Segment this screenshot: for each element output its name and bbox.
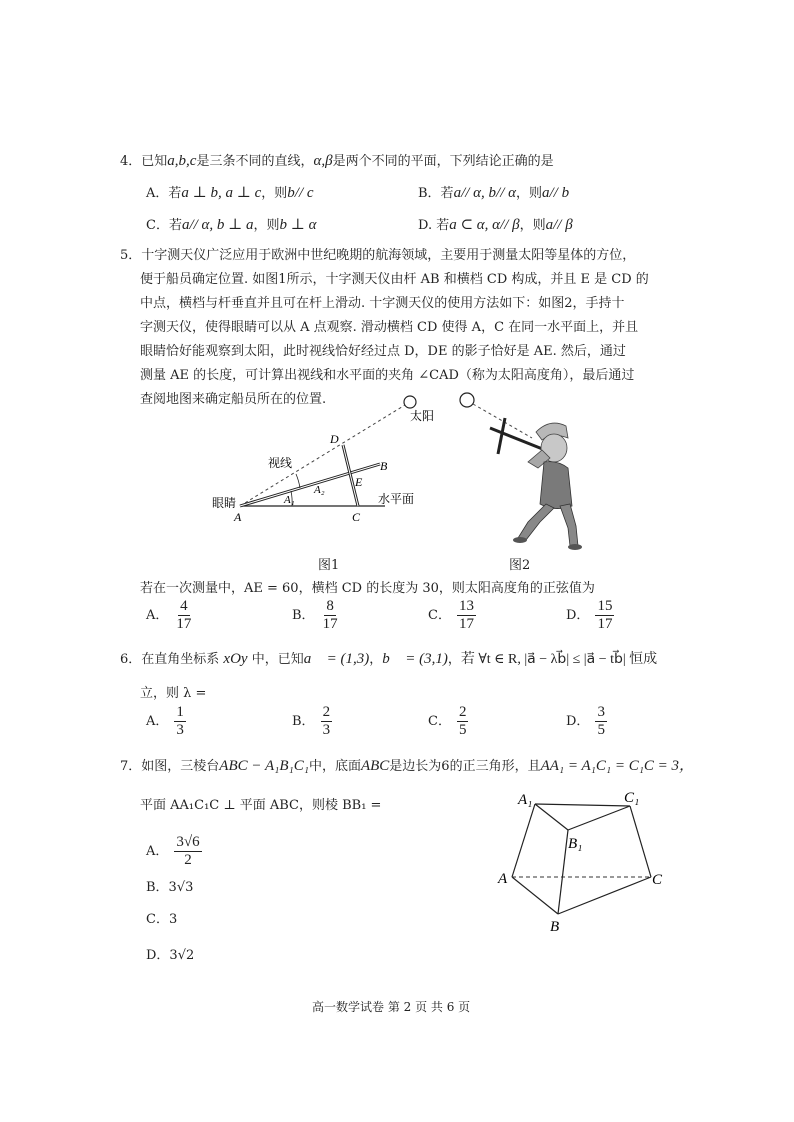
label-eye: 眼睛 (212, 496, 237, 510)
q6-option-d: D． $\frac{3}{5}$ (566, 704, 605, 738)
q6-line-1: 6．在直角坐标系 xOy 中，已知a⃗ = (1,3)，b⃗ = (3,1)，若 ∀t ∈ R, |a⃗ − λb⃗| ≤ |a⃗ − tb⃗| 恒成 (120, 651, 658, 667)
figure-2-person-with-staff (450, 388, 590, 553)
right-leg (560, 504, 578, 546)
edge-a1b1 (535, 804, 568, 830)
q4-option-d: D. 若a ⊂ α, α// β，则a// β (418, 217, 573, 233)
q5-option-a: A． $\frac{4}{17}$ (146, 598, 192, 632)
label-A: A (234, 510, 242, 524)
label-A2: A₂ (314, 484, 325, 496)
label-A: A (498, 871, 508, 887)
edge-b1c1 (568, 806, 630, 830)
q6-option-c: C． $\frac{2}{5}$ (428, 704, 467, 738)
q4-lines-abc: a,b,c (167, 153, 197, 169)
page-footer: 高一数学试卷 第 2 页 共 6 页 (312, 1000, 471, 1014)
label-C: C (652, 872, 663, 888)
q6-option-a: A． $\frac{1}{3}$ (146, 704, 184, 738)
edge-a1c1 (535, 804, 630, 806)
q6-line-2: 立，则 λ = (140, 686, 207, 701)
q4-option-b: B．若a// α, b// α，则a// b (418, 185, 570, 201)
edge-ab (512, 877, 558, 914)
q6-option-b: B． $\frac{2}{3}$ (292, 704, 331, 738)
q5-line-7: 查阅地图来确定船员所在的位置. (140, 392, 327, 407)
q7-option-b: B．3√3 (146, 880, 194, 895)
label-C: C (352, 510, 361, 524)
label-sun: 太阳 (410, 409, 435, 423)
q7-option-a: A． $\frac{3√6}{2}$ (146, 834, 200, 868)
q4-planes: α,β (313, 153, 333, 169)
figure-1-caption: 图1 (318, 558, 340, 573)
label-E: E (355, 475, 363, 489)
label-B: B (380, 459, 388, 473)
q4-option-a: A．若a ⊥ b, a ⊥ c，则b// c (146, 185, 314, 201)
q5-condition: 若在一次测量中，AE = 60，横档 CD 的长度为 30，则太阳高度角的正弦值为 (140, 581, 595, 596)
q7-option-d: D．3√2 (146, 948, 195, 963)
label-sightline: 视线 (268, 456, 293, 470)
q5-line-1: 5．十字测天仪广泛应用于欧洲中世纪晚期的航海领域，主要用于测量太阳等星体的方位， (120, 248, 636, 263)
label-A1: A₁ (518, 792, 533, 808)
q5-line-4: 字测天仪，使得眼睛可以从 A 点观察. 滑动横档 CD 使得 A，C 在同一水平面上，并且 (140, 320, 639, 335)
q7-option-c: C．3 (146, 912, 178, 927)
torso (540, 462, 572, 509)
q5-line-5: 眼睛恰好能观察到太阳，此时视线恰好经过点 D，DE 的影子恰好是 AE. 然后，通过 (140, 344, 626, 359)
q7-line-2: 平面 AA₁C₁C ⊥ 平面 ABC，则棱 BB₁ = (140, 798, 382, 813)
sun-circle-2 (460, 393, 474, 407)
q5-line-2: 便于船员确定位置. 如图1所示，十字测天仪由杆 AB 和横档 CD 构成，并且 E 是 CD 的 (140, 272, 649, 287)
left-leg (518, 504, 554, 540)
q5-option-c: C． $\frac{13}{17}$ (428, 598, 474, 632)
edge-bb1 (558, 830, 568, 914)
label-B1: B₁ (568, 836, 583, 852)
figure-2-caption: 图2 (509, 558, 531, 573)
figure-frustum (490, 784, 680, 934)
q4-option-c: C．若a// α, b ⊥ a，则b ⊥ α (146, 217, 317, 233)
edge-cc1 (630, 806, 651, 877)
label-horizontal: 水平面 (378, 492, 415, 506)
q7-line-1: 7．如图，三棱台ABC − A₁B₁C₁中，底面ABC是边长为6的正三角形，且AA₁ = A₁C₁ = C₁C = 3， (120, 758, 695, 774)
edge-bc (558, 877, 651, 914)
label-B: B (550, 919, 560, 934)
q5-option-b: B． $\frac{8}{17}$ (292, 598, 338, 632)
figure-1-cross-staff (200, 390, 440, 540)
q4-stem: 4．已知a,b,c是三条不同的直线，α,β是两个不同的平面，下列结论正确的是 (120, 153, 554, 169)
q5-option-d: D． $\frac{15}{17}$ (566, 598, 613, 632)
label-D: D (330, 432, 339, 446)
q5-line-6: 测量 AE 的长度，可计算出视线和水平面的夹角 ∠CAD（称为太阳高度角），最后通过 (140, 368, 635, 383)
staff-crossbar (498, 418, 505, 454)
sun-circle (404, 396, 416, 408)
label-A1: A₁ (284, 494, 295, 506)
edge-aa1 (512, 804, 535, 877)
q5-line-3: 中点，横档与杆垂直并且可在杆上滑动. 十字测天仪的使用方法如下：如图2，手持十 (140, 296, 625, 311)
label-C1: C₁ (624, 790, 640, 806)
